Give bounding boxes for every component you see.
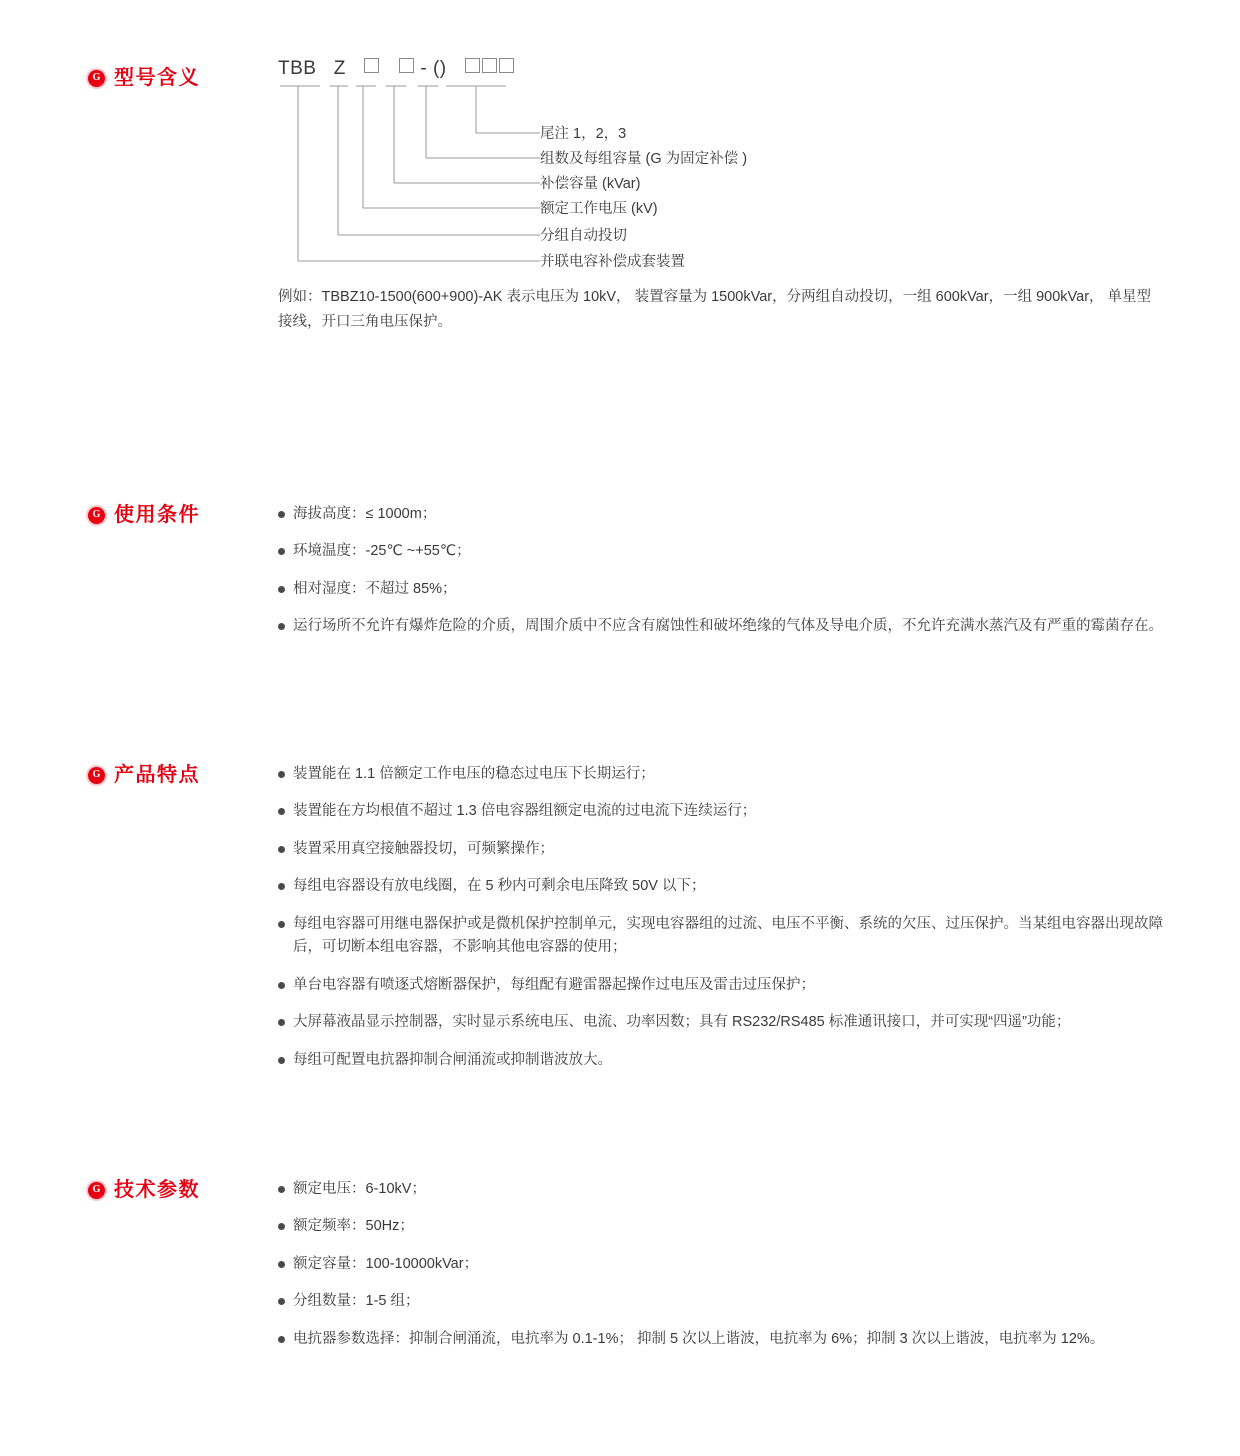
section-header-product-features — [88, 765, 200, 785]
list-item — [278, 763, 1168, 786]
brand-g-icon — [88, 70, 105, 87]
list-item-text: 单台电容器有喷逐式熔断器保护，每组配有避雷器起操作过电压及雷击过压保护； — [293, 976, 815, 993]
section-header-model-meaning — [88, 68, 200, 88]
list-item — [278, 1178, 1168, 1201]
bullet-icon — [278, 511, 285, 518]
brand-g-icon — [88, 507, 105, 524]
bullet-icon — [278, 1057, 285, 1064]
list-item-text: 运行场所不允许有爆炸危险的介质，周围介质中不应含有腐蚀性和破坏绝缘的气体及导电介质，不允许充满水蒸汽及有严重的霉菌存在。 — [293, 618, 1163, 635]
bullet-icon — [278, 623, 285, 630]
bullet-icon — [278, 921, 285, 928]
model-code-z: Z — [333, 58, 346, 79]
bullet-icon — [278, 1019, 285, 1026]
list-item — [278, 838, 1168, 861]
leader-label-auto-switching: 分组自动投切 — [540, 228, 627, 244]
model-example-text: 例如：TBBZ10-1500(600+900)-AK 表示电压为 10kV， 装置容量为 1500kVar，分两组自动投切，一组 600kVar，一组 900kVar， 单星型接线，开口三角电压保护。 — [278, 289, 1152, 331]
bullet-icon — [278, 883, 285, 890]
list-item-text: 大屏幕液晶显示控制器，实时显示系统电压、电流、功率因数；具有 RS232/RS485 标准通讯接口，并可实现“四遥”功能； — [293, 1014, 1071, 1031]
list-item-text: 装置采用真空接触器投切，可频繁操作； — [293, 840, 554, 857]
list-item-text: 环境温度：-25℃ ~+55℃； — [293, 543, 471, 560]
list-item — [278, 503, 1168, 526]
list-item — [278, 800, 1168, 823]
list-item — [278, 1290, 1168, 1313]
list-item — [278, 1049, 1168, 1072]
list-item-text: 每组电容器可用继电器保护或是微机保护控制单元，实现电容器组的过流、电压不平衡、系统的欠压、过压保护。当某组电容器出现故障后，可切断本组电容器，不影响其他电容器的使用； — [293, 915, 1163, 956]
bullet-icon — [278, 846, 285, 853]
model-code-parens: () — [432, 58, 447, 79]
bullet-icon — [278, 1336, 285, 1343]
bullet-icon — [278, 1186, 285, 1193]
model-code-dash: - — [420, 58, 428, 79]
list-item — [278, 1215, 1168, 1238]
list-item-text: 每组可配置电抗器抑制合闸涌流或抑制谐波放大。 — [293, 1051, 612, 1068]
list-item — [278, 1253, 1168, 1276]
brand-g-icon — [88, 767, 105, 784]
tech-parameters-list — [278, 1178, 1168, 1365]
section-title-model-meaning: 型号含义 — [114, 67, 200, 89]
bullet-icon — [278, 808, 285, 815]
list-item — [278, 615, 1168, 638]
bullet-icon — [278, 771, 285, 778]
list-item — [278, 578, 1168, 601]
list-item-text: 装置能在 1.1 倍额定工作电压的稳态过电压下长期运行； — [293, 766, 655, 782]
list-item — [278, 913, 1168, 960]
section-header-usage-conditions — [88, 505, 200, 525]
list-item-text: 额定频率：50Hz； — [293, 1218, 414, 1235]
list-item-text: 额定容量：100-10000kVar； — [293, 1255, 479, 1272]
section-title-product-features: 产品特点 — [114, 764, 200, 786]
list-item-text: 电抗器参数选择：抑制合闸涌流，电抗率为 0.1-1%； 抑制 5 次以上谐波，电抗率为 6%；抑制 3 次以上谐波，电抗率为 12%。 — [293, 1330, 1105, 1347]
list-item — [278, 875, 1168, 898]
bullet-icon — [278, 1223, 285, 1230]
list-item-text: 额定电压：6-10kV； — [293, 1181, 426, 1197]
product-features-list — [278, 763, 1168, 1086]
model-code-tbb: TBB — [278, 58, 317, 79]
usage-conditions-list — [278, 503, 1168, 653]
list-item — [278, 540, 1168, 563]
list-item-text: 每组电容器设有放电线圈，在 5 秒内可剩余电压降致 50V 以下； — [293, 878, 706, 895]
leader-label-group-capacity: 组数及每组容量 (G 为固定补偿 ) — [540, 151, 748, 167]
model-designation-diagram — [278, 58, 1158, 283]
leader-label-device-name: 并联电容补偿成套装置 — [540, 254, 685, 270]
bullet-icon — [278, 548, 285, 555]
leader-label-rated-voltage: 额定工作电压 (kV) — [540, 201, 658, 217]
leader-label-suffix-notes: 尾注 1，2，3 — [540, 126, 627, 142]
bullet-icon — [278, 1261, 285, 1268]
list-item — [278, 974, 1168, 997]
bullet-icon — [278, 586, 285, 593]
list-item — [278, 1011, 1168, 1034]
bullet-icon — [278, 982, 285, 989]
leader-label-compensation-capacity: 补偿容量 (kVar) — [540, 176, 641, 192]
list-item — [278, 1328, 1168, 1351]
section-title-usage-conditions: 使用条件 — [114, 504, 200, 526]
brand-g-icon — [88, 1182, 105, 1199]
list-item-text: 海拔高度：≤ 1000m； — [293, 506, 437, 522]
list-item-text: 分组数量：1-5 组； — [293, 1293, 420, 1310]
list-item-text: 相对湿度：不超过 85%； — [293, 580, 457, 597]
section-header-tech-parameters — [88, 1180, 200, 1200]
leader-lines-svg — [278, 58, 1158, 283]
bullet-icon — [278, 1298, 285, 1305]
list-item-text: 装置能在方均根值不超过 1.3 倍电容器组额定电流的过电流下连续运行； — [293, 803, 757, 820]
section-title-tech-parameters: 技术参数 — [114, 1179, 200, 1201]
